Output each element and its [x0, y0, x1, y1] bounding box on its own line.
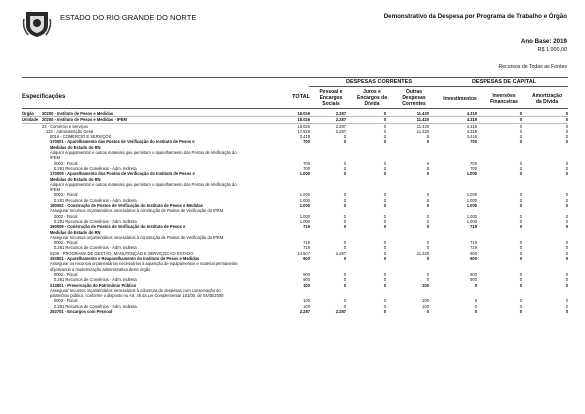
cell-pessoal: 0 [343, 271, 346, 277]
cell-total: 700 [303, 160, 310, 166]
cell-amortizacao: 0 [565, 218, 568, 224]
cell-inversoes: 0 [519, 308, 522, 314]
cell-total: 2.287 [299, 308, 310, 314]
col-pessoal-line1: Pessoal e [319, 89, 343, 95]
cell-total: 1.000 [299, 197, 310, 203]
cell-inversoes: 0 [519, 171, 522, 177]
cell-inversoes: 0 [519, 298, 522, 304]
cell-inversoes: 0 [519, 256, 522, 262]
row-description: 0016 - COMÉRCIO E SERVIÇOS [50, 134, 112, 140]
col-amortizacao [526, 93, 568, 105]
cell-outras: 0 [426, 160, 429, 166]
cell-inversoes: 0 [477, 111, 522, 117]
cell-total: 719 [303, 245, 310, 251]
cell-inversoes: 0 [519, 203, 522, 209]
currency-unit: R$ 1.000,00 [537, 47, 567, 53]
cell-amortizacao: 0 [565, 128, 568, 134]
cell-juros: 0 [383, 298, 386, 304]
cell-investimentos: 900 [470, 256, 477, 262]
cell-juros: 0 [383, 213, 386, 219]
cell-outras: 0 [426, 197, 429, 203]
col-outras-line2: Despesas [402, 95, 426, 102]
cell-amortizacao: 0 [565, 197, 568, 203]
row-description: 0002 - Fiscal [54, 160, 78, 166]
cell-outras: 0 [426, 192, 429, 198]
cell-amortizacao: 0 [565, 250, 568, 256]
row-description: 170001 - Aparelhamento das Postos de Verificação do Instituto de Pesos e [50, 139, 195, 145]
cell-outras: 0 [426, 165, 429, 171]
cell-investimentos: 0 [474, 282, 477, 288]
col-pessoal-line2: Encargos [319, 95, 343, 102]
cell-pessoal: 2.287 [335, 308, 346, 314]
cell-outras: 0 [426, 240, 429, 246]
state-coat-of-arms-logo [22, 9, 52, 39]
row-description: 253701 - Encargos com Pessoal [50, 308, 113, 314]
col-investimentos: Investimentos [443, 96, 477, 102]
cell-total: 3.419 [299, 134, 310, 140]
cell-pessoal: 0 [343, 203, 346, 209]
cell-total: 100 [303, 303, 310, 309]
table-row [22, 309, 568, 314]
cell-total: 900 [303, 271, 310, 277]
cell-inversoes: 0 [519, 139, 522, 145]
cell-amortizacao: 0 [565, 282, 568, 288]
group-current-expenses: DESPESAS CORRENTES [345, 79, 412, 85]
row-description: 0002 - Fiscal [54, 298, 78, 304]
cell-outras: 0 [426, 256, 429, 262]
cell-investimentos: 700 [470, 160, 477, 166]
row-description: 0.281 Recursos de Convênios - Adm. Indireta [54, 218, 137, 224]
cell-pessoal: 0 [343, 240, 346, 246]
row-description: 170009 - Aparelhamento dos Postos de Verificação do Instituto de Pesos e [50, 171, 195, 177]
cell-outras: 0 [426, 277, 429, 283]
cell-investimentos: 1.000 [466, 218, 477, 224]
cell-pessoal: 2.287 [335, 128, 346, 134]
header-top-rule [22, 77, 568, 78]
col-juros-line2: Encargos da [356, 95, 387, 102]
group-header-rule [309, 86, 568, 87]
cell-juros: 0 [383, 256, 386, 262]
cell-juros: 0 [383, 123, 386, 129]
row-description: Assegurar recursos orçamentários necessários à cobertura de despesas com conservação do [50, 287, 221, 293]
cell-inversoes: 0 [519, 271, 522, 277]
cell-juros: 0 [383, 271, 386, 277]
cell-amortizacao: 0 [565, 240, 568, 246]
cell-juros: 0 [383, 165, 386, 171]
cell-amortizacao: 0 [565, 160, 568, 166]
cell-outras: 0 [426, 224, 429, 230]
cell-pessoal: 2.287 [335, 123, 346, 129]
row-description: Medidas do Estado do RN [50, 144, 101, 150]
cell-juros: 0 [383, 134, 386, 140]
cell-investimentos: 1.000 [466, 213, 477, 219]
cell-total: 1.000 [299, 192, 310, 198]
cell-pessoal: 0 [343, 160, 346, 166]
row-description: 122 - Administração Geral [46, 128, 94, 134]
cell-total: 18.026 [245, 117, 310, 123]
cell-total: 14.507 [297, 250, 310, 256]
cell-investimentos: 719 [470, 240, 477, 246]
cell-inversoes: 0 [519, 303, 522, 309]
cell-inversoes: 0 [519, 192, 522, 198]
cell-juros: 0 [383, 160, 386, 166]
cell-outras: 0 [426, 203, 429, 209]
cell-juros: 0 [383, 139, 386, 145]
cell-inversoes: 0 [519, 128, 522, 134]
cell-total: 1.000 [299, 218, 310, 224]
cell-investimentos: 719 [470, 245, 477, 251]
cell-investimentos: 4.319 [466, 123, 477, 129]
cell-inversoes: 0 [519, 160, 522, 166]
cell-amortizacao: 0 [522, 117, 568, 123]
cell-investimentos: 3.419 [466, 134, 477, 140]
cell-total: 700 [303, 139, 310, 145]
cell-juros: 0 [383, 308, 386, 314]
row-description: 0.281 Recursos de Convênios - Adm. Indireta [54, 165, 137, 171]
cell-investimentos: 900 [470, 277, 477, 283]
cell-juros: 0 [383, 128, 386, 134]
cell-inversoes: 0 [477, 117, 522, 123]
cell-total: 100 [303, 298, 310, 304]
cell-pessoal: 0 [343, 139, 346, 145]
cell-pessoal: 0 [343, 134, 346, 140]
cell-amortizacao: 0 [565, 256, 568, 262]
row-description: 20200 - Instituto de Pesos e Medidas - IPEM [42, 117, 245, 123]
cell-amortizacao: 0 [565, 303, 568, 309]
cell-total: 1.000 [299, 203, 310, 209]
cell-inversoes: 0 [519, 213, 522, 219]
cell-amortizacao: 0 [565, 165, 568, 171]
cell-total: 100 [303, 282, 310, 288]
cell-inversoes: 0 [519, 240, 522, 246]
cell-inversoes: 0 [519, 250, 522, 256]
group-capital-expenses: DESPESAS DE CAPITAL [471, 79, 537, 85]
col-inversoes [484, 93, 524, 105]
cell-amortizacao: 0 [565, 277, 568, 283]
cell-outras: 11.420 [386, 111, 429, 117]
row-description: 190009 - Construção de Postos de Verificação do Instituto de Pesos e [50, 224, 186, 230]
cell-inversoes: 0 [519, 224, 522, 230]
row-description: Adquirir equipamentos e outros materiais que permitam o aparelhamento dos Postos de Verificação do [50, 181, 237, 187]
cell-investimentos: 700 [470, 165, 477, 171]
cell-total: 17.926 [297, 128, 310, 134]
row-description: 0.281 Recursos de Convênios - Adm. Indireta [54, 197, 137, 203]
cell-pessoal: 2.287 [335, 250, 346, 256]
cell-investimentos: 1.000 [466, 192, 477, 198]
base-year: Ano Base: 2019 [520, 38, 567, 45]
cell-outras: 0 [426, 139, 429, 145]
cell-pessoal: 0 [343, 245, 346, 251]
row-description: patrimônio público, conforme o disposto no Art. 45 da Lei Complementar 101/00, de 04/05/2000 [50, 293, 224, 299]
cell-pessoal: 0 [343, 197, 346, 203]
cell-inversoes: 0 [519, 165, 522, 171]
col-pessoal [314, 89, 348, 108]
cell-outras: 0 [426, 171, 429, 177]
cell-outras: 0 [426, 271, 429, 277]
row-description: 23 - Comércio e Serviços [42, 123, 88, 129]
cell-juros: 0 [383, 197, 386, 203]
cell-outras: 0 [426, 213, 429, 219]
expense-table-body [22, 111, 568, 314]
row-description: 0105 - PROGRAMA DE GESTÃO, MANUTENÇÃO E SERVIÇOS AO ESTADO [50, 250, 194, 256]
col-amortizacao-line2: da Dívida [535, 99, 559, 106]
col-inversoes-line1: Inversões [492, 93, 516, 99]
cell-pessoal: 0 [343, 282, 346, 288]
cell-investimentos: 900 [470, 250, 477, 256]
cell-juros: 0 [383, 192, 386, 198]
row-description: Medidas do Estado do RN [50, 176, 101, 182]
cell-pessoal: 2.287 [310, 117, 346, 123]
cell-inversoes: 0 [519, 197, 522, 203]
row-description: 0.281 Recursos de Convênios - Adm. Indireta [54, 277, 137, 283]
row-description: IPEM [50, 187, 61, 193]
row-description: Medidas do Estado do RN [50, 229, 101, 235]
row-description: 193501 - Aparelhamento e Reaparelhamento do Instituto de Pesos e Medidas [50, 256, 200, 262]
cell-total: 1.000 [299, 171, 310, 177]
cell-pessoal: 2.287 [310, 111, 346, 117]
cell-inversoes: 0 [519, 245, 522, 251]
cell-pessoal: 0 [343, 192, 346, 198]
col-outras-line3: Correntes [402, 101, 426, 108]
cell-amortizacao: 0 [565, 224, 568, 230]
cell-pessoal: 0 [343, 171, 346, 177]
col-outras [396, 89, 432, 108]
cell-juros: 0 [383, 277, 386, 283]
cell-total: 900 [303, 256, 310, 262]
cell-amortizacao: 0 [565, 139, 568, 145]
cell-juros: 0 [383, 224, 386, 230]
col-juros-line1: Juros e [363, 89, 381, 95]
cell-investimentos: 4.319 [429, 111, 477, 117]
row-description: 0002 - Fiscal [54, 192, 78, 198]
col-outras-line1: Outras [405, 89, 423, 95]
row-description: 0002 - Fiscal [54, 271, 78, 277]
cell-juros: 0 [346, 117, 386, 123]
cell-investimentos: 4.319 [429, 117, 477, 123]
cell-juros: 0 [383, 245, 386, 251]
cell-pessoal: 0 [343, 303, 346, 309]
row-level-label: Unidade [22, 117, 42, 123]
cell-juros: 0 [383, 240, 386, 246]
cell-amortizacao: 0 [522, 111, 568, 117]
cell-inversoes: 0 [519, 134, 522, 140]
cell-amortizacao: 0 [565, 134, 568, 140]
cell-outras: 0 [426, 245, 429, 251]
row-description: 0002 - Fiscal [54, 240, 78, 246]
header-bottom-rule [22, 108, 568, 109]
cell-amortizacao: 0 [565, 171, 568, 177]
cell-total: 900 [303, 277, 310, 283]
row-description: Assegurar recursos orçamentários necessários à construção de Postos de Verificação do IPEM [50, 234, 224, 240]
row-description: objetivando a modernização administrativa deste órgão [50, 266, 151, 272]
cell-juros: 0 [383, 171, 386, 177]
cell-investimentos: 900 [470, 271, 477, 277]
cell-pessoal: 0 [343, 224, 346, 230]
cell-juros: 0 [383, 303, 386, 309]
col-especificacoes: Especificações [22, 94, 66, 100]
row-description: Adquirir equipamentos e outros materiais que permitam o aparelhamento dos Postos de Verificação do [50, 150, 237, 156]
cell-total: 719 [303, 240, 310, 246]
row-description: Assegurar recursos orçamentários necessários à construção de Postos de Verificação do IPEM [50, 208, 224, 214]
row-description: 190002 - Construção de Postos de Verificação do Instituto de Pesos e Medidas [50, 203, 203, 209]
cell-inversoes: 0 [519, 123, 522, 129]
row-level-label [22, 309, 42, 314]
row-description: 0.281 Recursos de Convênios - Adm. Indireta [54, 245, 137, 251]
cell-amortizacao: 0 [565, 213, 568, 219]
col-total: TOTAL [292, 94, 310, 100]
cell-juros: 0 [383, 203, 386, 209]
col-juros [354, 89, 390, 108]
cell-amortizacao: 0 [565, 203, 568, 209]
cell-inversoes: 0 [519, 277, 522, 283]
cell-outras: 100 [422, 298, 429, 304]
cell-investimentos: 700 [470, 139, 477, 145]
cell-amortizacao: 0 [565, 245, 568, 251]
cell-investimentos: 0 [474, 308, 477, 314]
cell-pessoal: 0 [343, 165, 346, 171]
col-pessoal-line3: Sociais [322, 101, 340, 108]
row-description: 0.281 Recursos de Convênios - Adm. Indireta [54, 303, 137, 309]
cell-pessoal: 0 [343, 213, 346, 219]
cell-total: 1.000 [299, 213, 310, 219]
cell-pessoal: 0 [343, 298, 346, 304]
cell-pessoal: 0 [343, 218, 346, 224]
cell-investimentos: 1.000 [466, 197, 477, 203]
cell-juros: 0 [383, 282, 386, 288]
cell-investimentos: 4.319 [466, 128, 477, 134]
cell-amortizacao: 0 [565, 123, 568, 129]
cell-amortizacao: 0 [565, 298, 568, 304]
cell-outras: 0 [426, 134, 429, 140]
cell-juros: 0 [383, 218, 386, 224]
row-description: 0002 - Fiscal [54, 213, 78, 219]
expense-table [22, 111, 568, 314]
cell-pessoal: 0 [343, 277, 346, 283]
cell-inversoes: 0 [519, 282, 522, 288]
cell-outras: 11.320 [416, 128, 429, 134]
col-inversoes-line2: Financeiras [490, 99, 518, 106]
cell-investimentos: 1.000 [466, 203, 477, 209]
row-description: 213601 - Preservação do Patrimônio Público [50, 282, 137, 288]
cell-investimentos: 719 [470, 224, 477, 230]
report-title: Demonstrativo da Despesa por Programa de Trabalho e Órgão [383, 13, 567, 20]
cell-amortizacao: 0 [565, 192, 568, 198]
cell-investimentos: 0 [474, 298, 477, 304]
cell-total: 719 [303, 224, 310, 230]
cell-outras: 100 [422, 282, 429, 288]
funding-source: Recursos de Todas as Fontes [498, 64, 567, 70]
state-name: ESTADO DO RIO GRANDE DO NORTE [60, 13, 197, 22]
cell-juros: 0 [346, 111, 386, 117]
row-description: Assegurar os recursos orçamentários necessários à aquisição de equipamentos e material permanente, [50, 261, 239, 267]
cell-investimentos: 1.000 [466, 171, 477, 177]
cell-total: 700 [303, 165, 310, 171]
cell-outras: 11.420 [416, 123, 429, 129]
row-level-label: Órgão [22, 111, 42, 117]
col-juros-line3: Dívida [364, 101, 380, 108]
cell-outras: 0 [426, 308, 429, 314]
row-description: 20200 - Instituto de Pesos e Medidas [42, 111, 245, 117]
cell-inversoes: 0 [519, 218, 522, 224]
cell-outras: 11.320 [416, 250, 429, 256]
cell-outras: 100 [422, 303, 429, 309]
cell-juros: 0 [383, 250, 386, 256]
cell-amortizacao: 0 [565, 308, 568, 314]
cell-pessoal: 0 [343, 256, 346, 262]
col-amortizacao-line1: Amortização [531, 93, 562, 99]
cell-total: 18.026 [245, 111, 310, 117]
cell-outras: 0 [426, 218, 429, 224]
cell-amortizacao: 0 [565, 271, 568, 277]
row-description: IPEM [50, 155, 61, 161]
cell-outras: 11.420 [386, 117, 429, 123]
cell-investimentos: 0 [474, 303, 477, 309]
cell-total: 18.026 [297, 123, 310, 129]
